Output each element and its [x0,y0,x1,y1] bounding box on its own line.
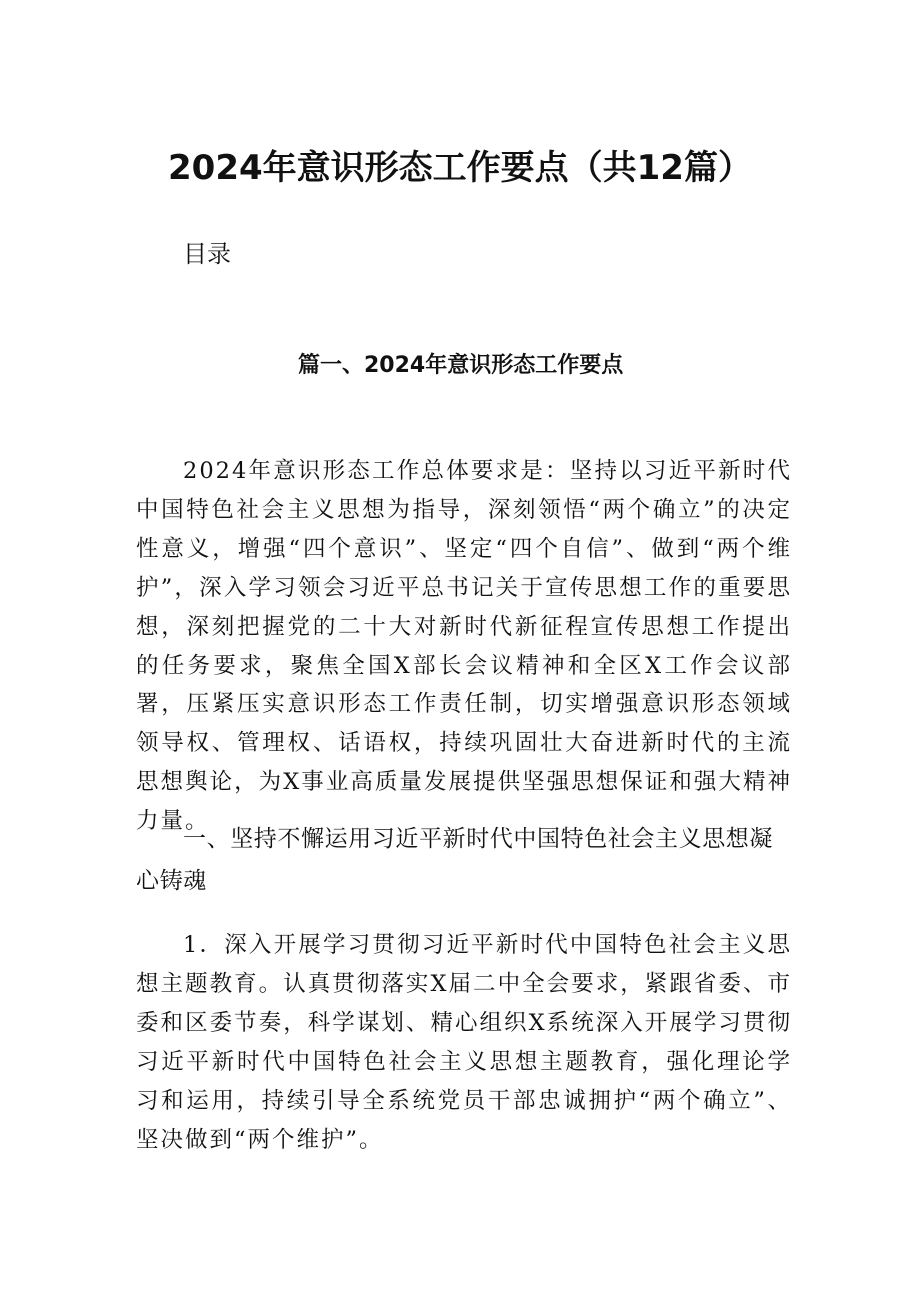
item-one-paragraph: 1．深入开展学习贯彻习近平新时代中国特色社会主义思想主题教育。认真贯彻落实X届二中全会要求，紧跟省委、市委和区委节奏，科学谋划、精心组织X系统深入开展学习贯彻习近平新时代中国特色社会主义思想主题教育，强化理论学习和运用，持续引导全系统党员干部忠诚拥护“两个确立”、坚决做到“两个维护”。 [136,932,792,1153]
document-title: 2024年意识形态工作要点（共12篇） [168,148,752,188]
section-title: 篇一、2024年意识形态工作要点 [298,353,624,378]
intro-paragraph: 2024年意识形态工作总体要求是：坚持以习近平新时代中国特色社会主义思想为指导，深刻领悟“两个确立”的决定性意义，增强“四个意识”、坚定“四个自信”、做到“两个维护”，深入学习领会习近平总书记关于宣传思想工作的重要思想，深刻把握党的二十大对新时代新征程宣传思想工作提出的任务要求，聚焦全国X部长会议精神和全区X工作会议部署，压紧压实意识形态工作责任制，切实增强意识形态领域领导权、管理权、话语权，持续巩固壮大奋进新时代的主流思想舆论，为X事业高质量发展提供坚强思想保证和强大精神力量。 [136,458,792,835]
table-of-contents-label: 目录 [183,240,231,268]
heading-one: 一、坚持不懈运用习近平新时代中国特色社会主义思想凝心铸魂 [136,826,773,894]
